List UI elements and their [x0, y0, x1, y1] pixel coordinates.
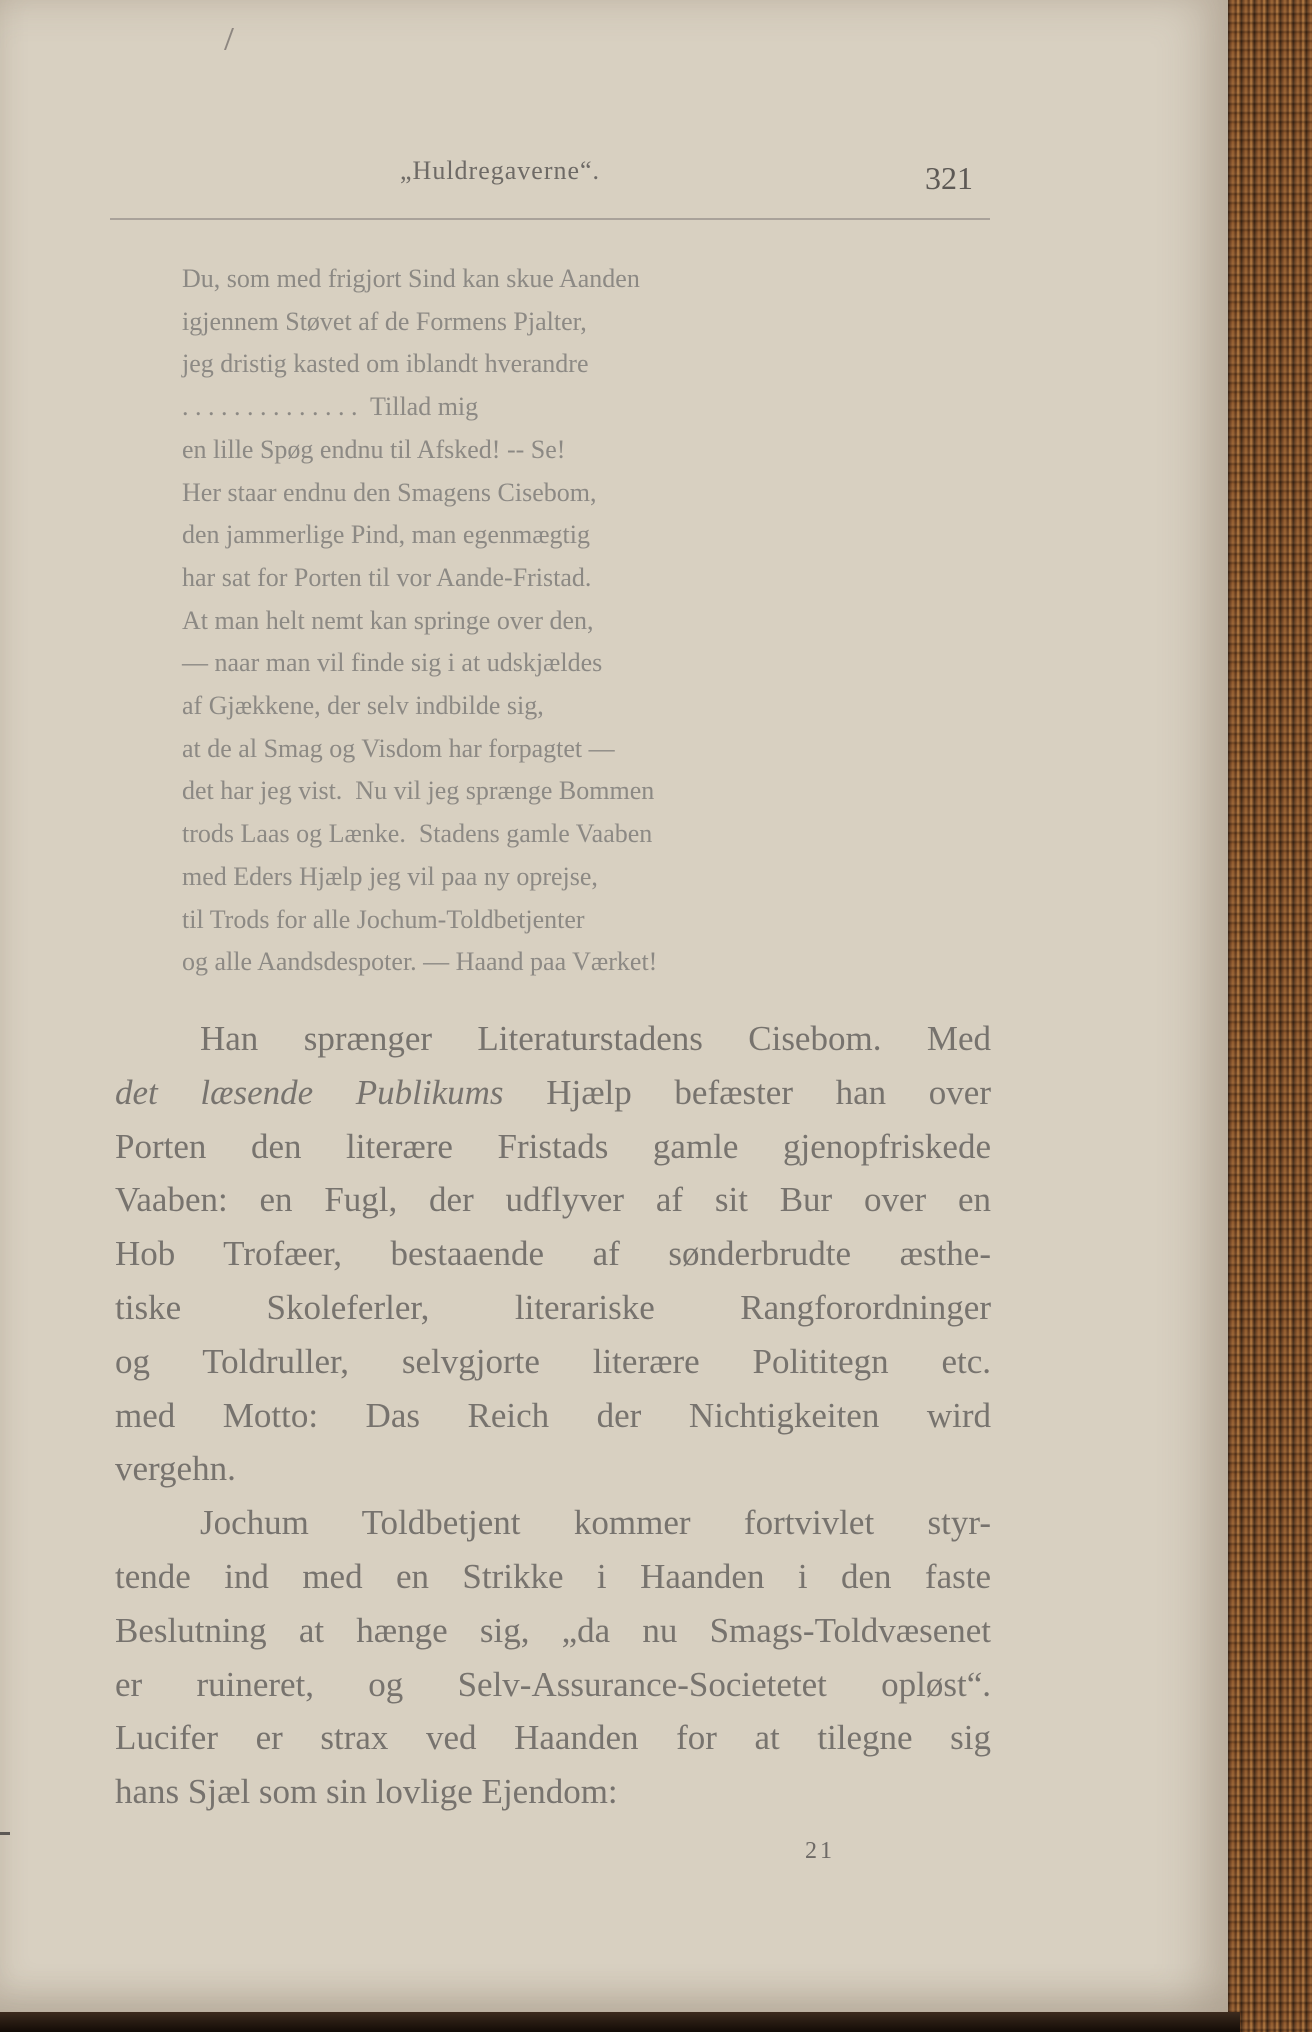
text-fragment: Hjælp befæster han over [503, 1072, 991, 1112]
text-line: og Toldruller, selvgjorte literære Polititegn etc. [115, 1341, 991, 1381]
page-bottom-edge [0, 2012, 1240, 2032]
text-line: Hob Trofæer, bestaaende af sønderbrudte æsthe- [115, 1234, 991, 1274]
italic-phrase: det læsende Publikums [115, 1072, 504, 1112]
verse-line: af Gjækkene, der selv indbilde sig, [182, 691, 544, 721]
verse-line: At man helt nemt kan springe over den, [182, 605, 594, 635]
verse-line: Her staar endnu den Smagens Cisebom, [182, 477, 597, 507]
verse-line: og alle Aandsdespoter. — Haand paa Værket! [182, 947, 658, 977]
verse-line: en lille Spøg endnu til Afsked! -- Se! [182, 434, 566, 464]
header-rule [110, 218, 990, 220]
text-line: er ruineret, og Selv-Assurance-Societetet opløst“. [115, 1664, 991, 1704]
text-line: hans Sjæl som sin lovlige Ejendom: [115, 1772, 618, 1812]
book-spine-edge [1228, 0, 1312, 2032]
text-line: med Motto: Das Reich der Nichtigkeiten wird [115, 1395, 991, 1435]
text-line: tende ind med en Strikke i Haanden i den faste [115, 1556, 991, 1596]
margin-tick [0, 1832, 10, 1835]
verse-line: — naar man vil finde sig i at udskjældes [182, 648, 603, 678]
verse-line: igjennem Støvet af de Formens Pjalter, [182, 306, 587, 336]
text-line: Beslutning at hænge sig, „da nu Smags-Toldvæsenet [115, 1610, 991, 1650]
verse-line: til Trods for alle Jochum-Toldbetjenter [182, 904, 585, 934]
verse-line: det har jeg vist. Nu vil jeg sprænge Bommen [182, 776, 655, 806]
text-line: vergehn. [115, 1449, 236, 1489]
verse-line: den jammerlige Pind, man egenmægtig [182, 520, 590, 550]
paragraph [115, 1012, 991, 1496]
text-line: Lucifer er strax ved Haanden for at tilegne sig [115, 1718, 991, 1758]
text-line: Vaaben: en Fugl, der udflyver af sit Bur over en [115, 1180, 991, 1220]
text-line: Porten den literære Fristads gamle gjenopfriskede [115, 1126, 991, 1166]
paragraph [115, 1496, 991, 1819]
text-line [115, 1066, 991, 1120]
verse-line: . . . . . . . . . . . . . . Tillad mig [182, 392, 479, 422]
verse-line: med Eders Hjælp jeg vil paa ny oprejse, [182, 861, 598, 891]
verse-line: at de al Smag og Visdom har forpagtet — [182, 733, 615, 763]
text-line: Han sprænger Literaturstadens Cisebom. Med [200, 1019, 991, 1058]
pencil-mark [224, 28, 240, 50]
verse-line: trods Laas og Lænke. Stadens gamle Vaaben [182, 819, 653, 849]
text-line: tiske Skoleferler, literariske Rangforordninger [115, 1287, 991, 1327]
text-line: Jochum Toldbetjent kommer fortvivlet styr- [200, 1503, 991, 1543]
verse-line: har sat for Porten til vor Aande-Fristad. [182, 562, 592, 592]
verse-line: Du, som med frigjort Sind kan skue Aanden [182, 264, 640, 293]
page-number: 321 [925, 160, 973, 196]
signature-mark: 21 [805, 1838, 835, 1864]
page-header [110, 150, 990, 210]
verse-line: jeg dristig kasted om iblandt hverandre [182, 349, 589, 379]
prose-block [115, 1012, 991, 1819]
running-title: „Huldregaverne“. [400, 156, 601, 185]
verse-block [182, 258, 1002, 984]
